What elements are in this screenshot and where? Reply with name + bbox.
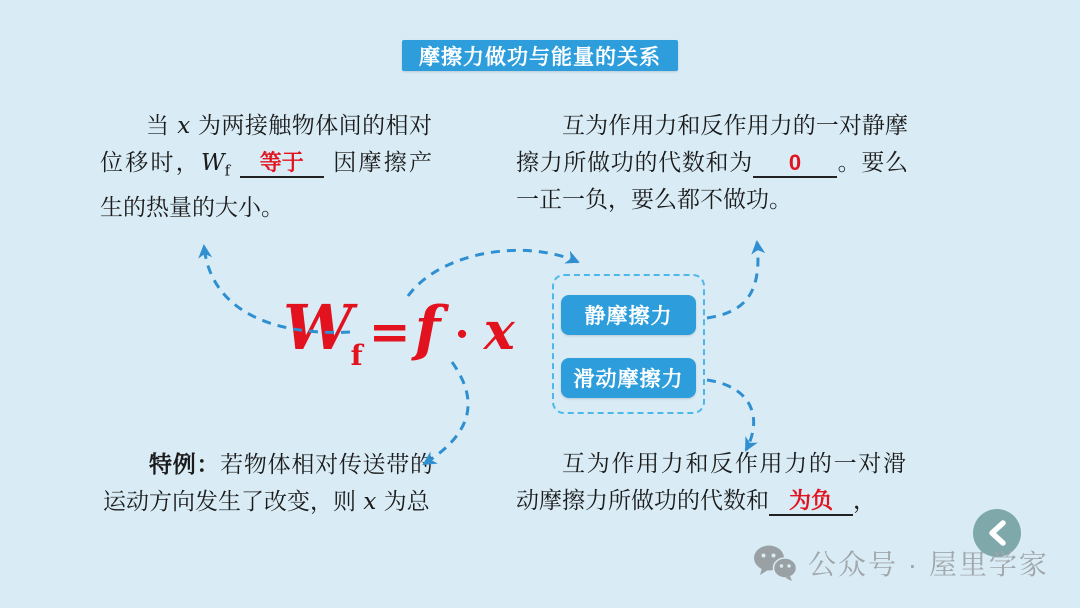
friction-types-groupbox (552, 274, 705, 414)
text-run: 互为作用力和反作用力的一对滑动摩擦力所做功的代数和 (516, 451, 906, 514)
formula-f: f (414, 294, 441, 364)
text-block-special-case (103, 446, 433, 521)
static-friction-label: 静摩擦力 (584, 305, 673, 328)
special-case-label: 特例： (149, 451, 221, 478)
arrow-groupbox-to-top-right (707, 242, 758, 318)
text-run: 为总 (376, 489, 430, 515)
text-block-heat-equivalence (100, 108, 432, 227)
variable-w-subscript: f (224, 161, 231, 180)
formula-w: W (283, 291, 353, 364)
text-run: 。要么一正一负，要么都不做功。 (516, 150, 909, 213)
text-block-sliding-friction-sum (516, 446, 906, 520)
text-run: ， (853, 488, 876, 514)
static-friction-button[interactable] (561, 295, 696, 335)
formula-dot: · (454, 309, 470, 360)
variable-x: x (177, 113, 191, 139)
text-run: 互为作用力和反作用力的一对静摩擦力所做功的代数和为 (516, 113, 908, 176)
sliding-friction-button[interactable] (561, 358, 696, 398)
formula-x: x (483, 301, 515, 362)
title-banner (402, 40, 678, 71)
fill-in-blank-negative: 为负 (769, 488, 853, 516)
arrow-groupbox-to-bottom-right (707, 380, 754, 450)
watermark (752, 543, 1049, 583)
friction-work-formula (283, 291, 515, 372)
fill-in-blank-zero: 0 (753, 150, 837, 178)
variable-w: W (200, 150, 225, 176)
text-run: 若物体相对传送带的运动方向发生了改变，则 (103, 452, 434, 515)
sliding-friction-label: 滑动摩擦力 (573, 368, 684, 391)
variable-x: x (363, 489, 377, 515)
text-run: 为两接触物体间的相对位移时， (100, 113, 433, 176)
fill-in-blank-equals: 等于 (240, 150, 324, 178)
formula-equals: = (368, 302, 411, 361)
page-title: 摩擦力做功与能量的关系 (419, 45, 661, 69)
wechat-icon (752, 544, 798, 582)
watermark-label: 公众号 · 屋里学家 (808, 549, 1049, 580)
text-block-static-friction-sum (516, 108, 908, 219)
text-run: 当 (146, 113, 178, 139)
text-run: 因摩擦产生的热量的大小。 (100, 150, 433, 221)
formula-w-subscript: f (350, 339, 363, 372)
